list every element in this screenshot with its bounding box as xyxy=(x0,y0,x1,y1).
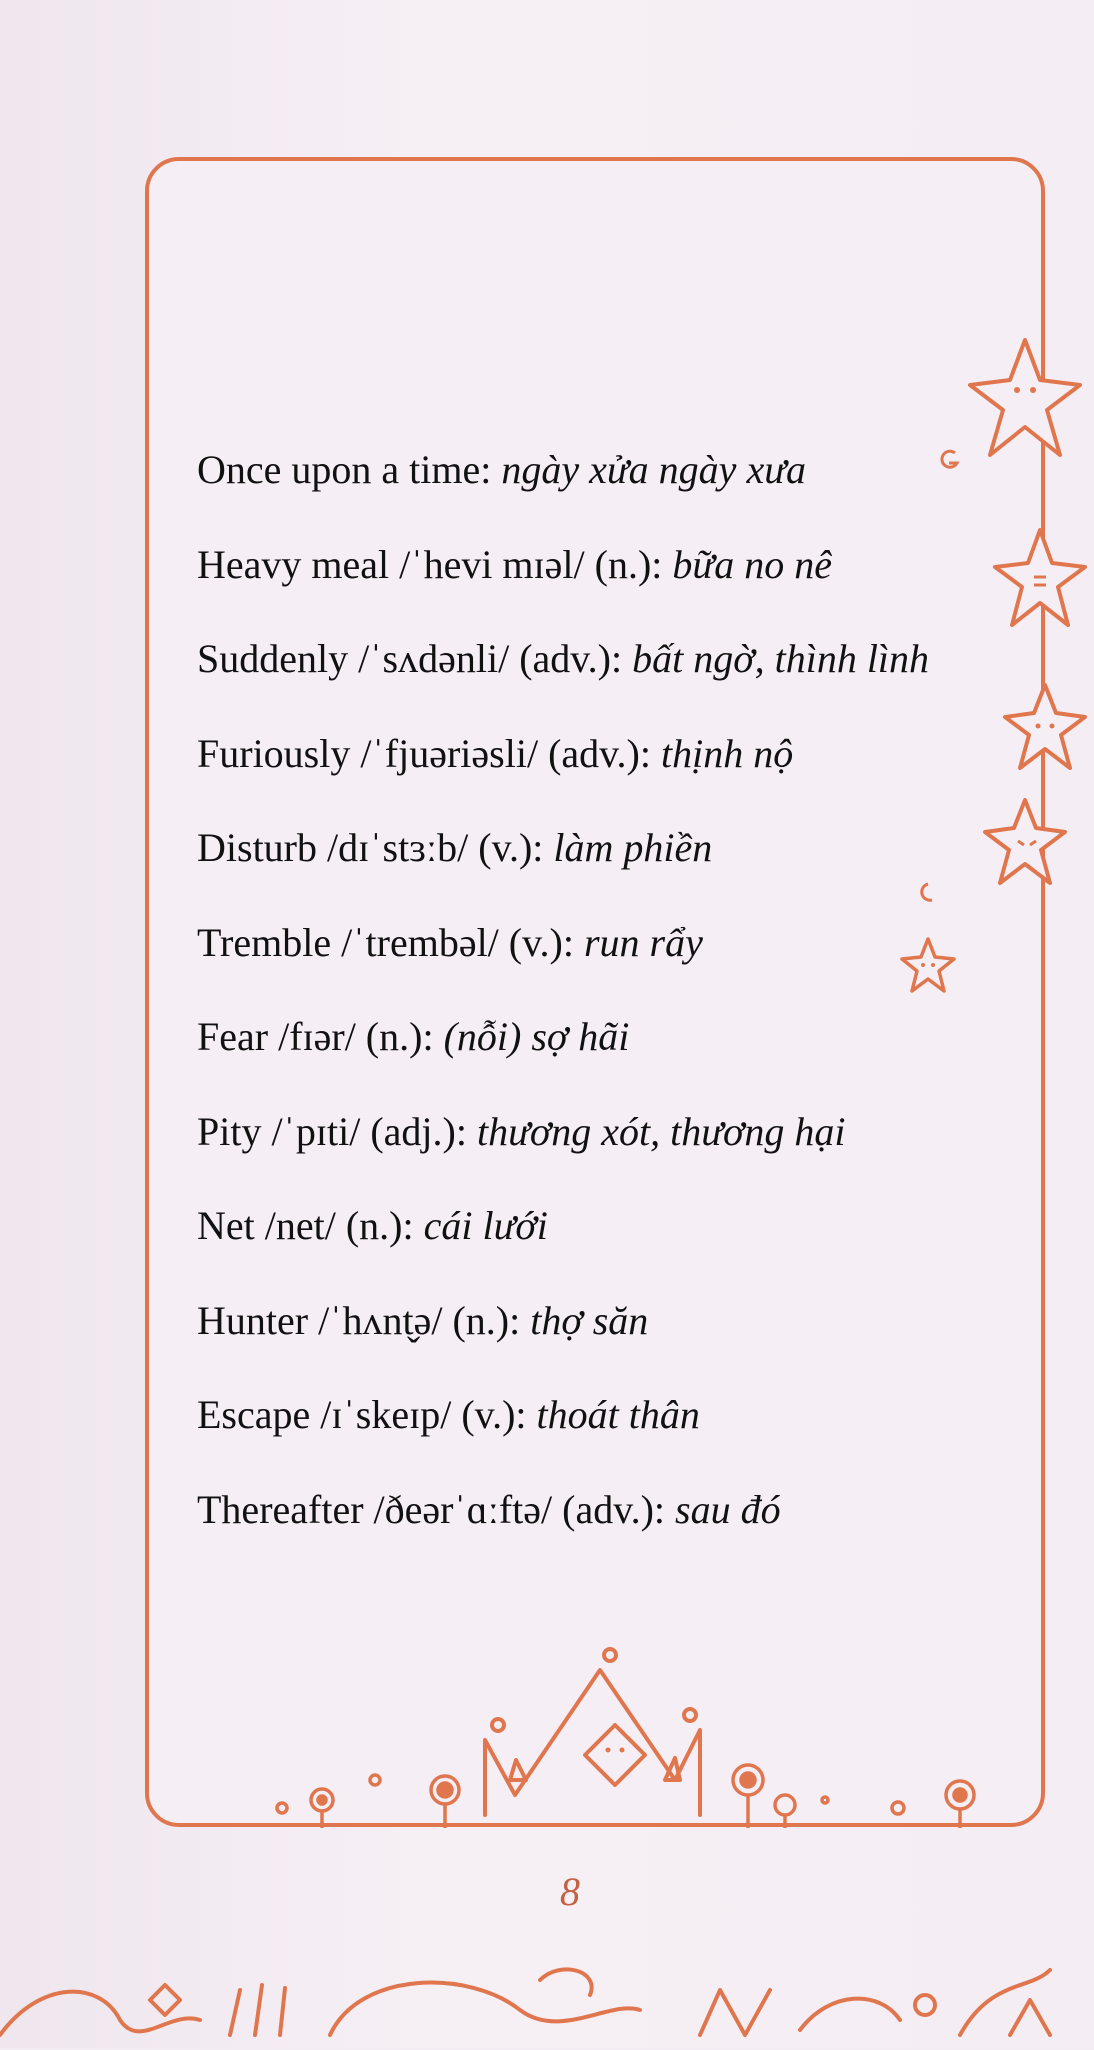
vocab-meaning: thợ săn xyxy=(530,1297,649,1343)
vocab-entry xyxy=(197,440,997,535)
vocab-entry xyxy=(197,724,997,819)
vocab-entry xyxy=(197,1480,997,1575)
vocab-meaning: sau đó xyxy=(675,1486,781,1532)
vocab-entry xyxy=(197,1385,997,1480)
vocab-meaning: thoát thân xyxy=(536,1392,700,1437)
flower-icon xyxy=(0,1940,1094,2050)
vocab-term: Thereafter /ðeərˈɑːftə/ (adv.): xyxy=(197,1486,676,1532)
vocab-meaning: bữa no nê xyxy=(672,541,832,587)
vocab-term: Suddenly /ˈsʌdənli/ (adv.): xyxy=(197,636,633,681)
vocab-meaning: làm phiền xyxy=(553,825,713,870)
vocab-term: Hunter /ˈhʌnt̬ə/ (n.): xyxy=(197,1297,531,1343)
vocab-entry xyxy=(197,1196,997,1291)
vocab-term: Net /net/ (n.): xyxy=(197,1203,424,1248)
vocab-entry xyxy=(197,535,997,630)
vocab-entry xyxy=(197,1007,997,1102)
vocabulary-list xyxy=(197,440,997,1574)
vocab-term: Disturb /dɪˈstɜːb/ (v.): xyxy=(197,825,554,870)
vocab-term: Furiously /ˈfjuəriəsli/ (adv.): xyxy=(197,730,661,776)
vocab-entry xyxy=(197,1102,997,1197)
vocab-meaning: ngày xửa ngày xưa xyxy=(501,447,807,492)
crown-icon xyxy=(270,1630,1030,1830)
vocab-term: Fear /fɪər/ (n.): xyxy=(197,1014,444,1059)
vocab-meaning: thịnh nộ xyxy=(660,730,794,776)
star-icon xyxy=(1000,680,1090,775)
vocab-term: Tremble /ˈtrembəl/ (v.): xyxy=(197,919,584,965)
vocab-meaning: run rẩy xyxy=(583,919,703,965)
vocab-entry xyxy=(197,913,997,1008)
vocab-entry xyxy=(197,629,997,724)
vocab-term: Pity /ˈpɪti/ (adj.): xyxy=(197,1108,477,1154)
vocab-term: Escape /ɪˈskeɪp/ (v.): xyxy=(197,1392,537,1437)
vocab-entry xyxy=(197,818,997,913)
vocab-term: Heavy meal /ˈhevi mɪəl/ (n.): xyxy=(197,541,673,587)
star-icon xyxy=(990,525,1090,635)
vocab-meaning: thương xót, thương hại xyxy=(476,1108,846,1154)
vocab-term: Once upon a time: xyxy=(197,447,502,492)
vocab-meaning: (nỗi) sợ hãi xyxy=(443,1014,630,1059)
page-number: 8 xyxy=(560,1869,580,1914)
vocab-entry xyxy=(197,1291,997,1386)
vocab-meaning: bất ngờ, thình lình xyxy=(632,636,930,681)
vocab-meaning: cái lưới xyxy=(423,1203,548,1248)
